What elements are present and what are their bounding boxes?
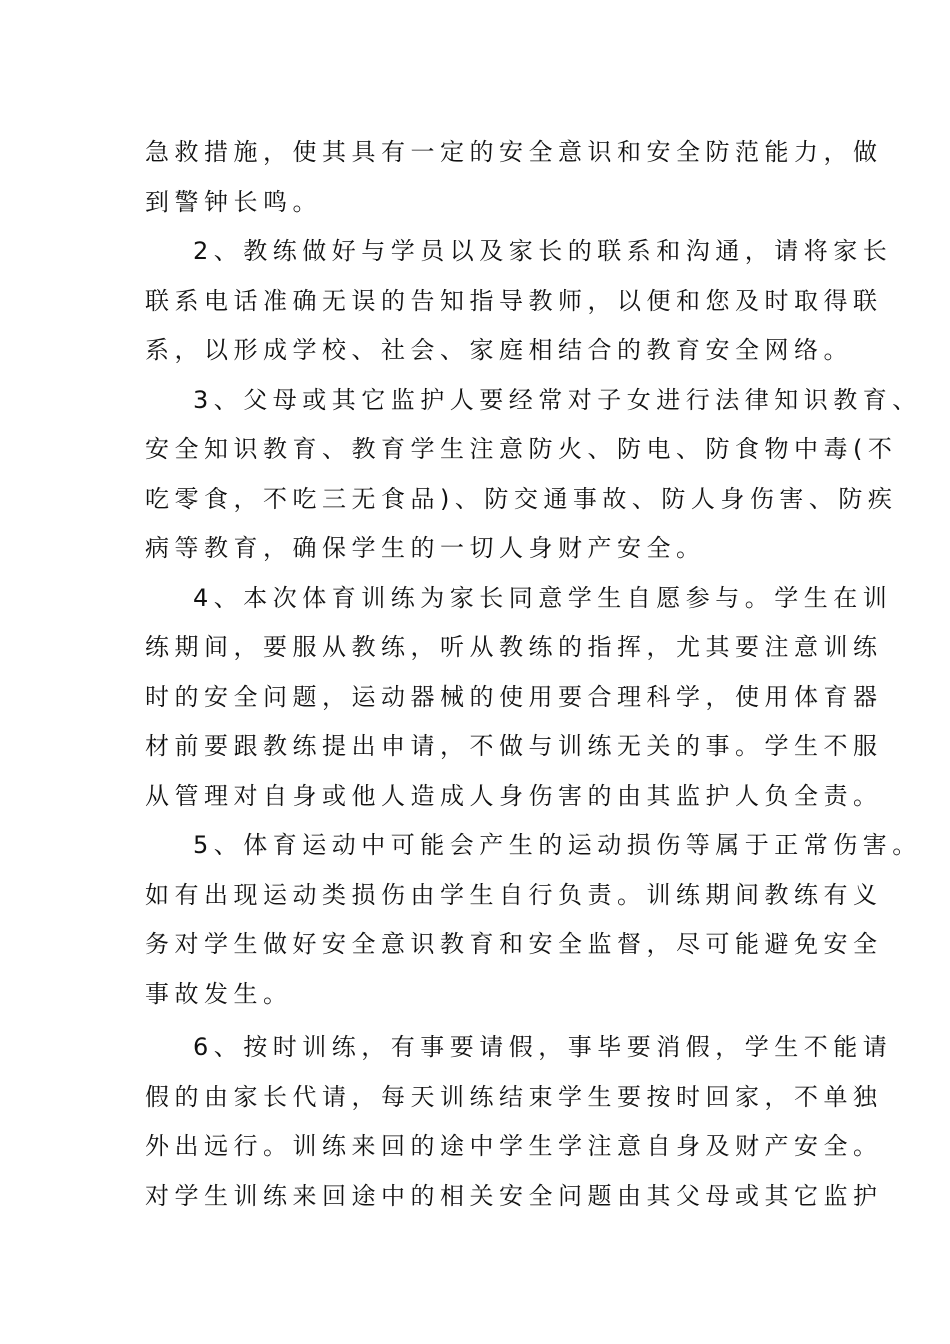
text-line: 事故发生。 [145,980,293,1008]
text-line: 安全知识教育、教育学生注意防火、防电、防食物中毒(不 [145,435,898,463]
text-line: 急救措施，使其具有一定的安全意识和安全防范能力，做 [145,138,883,166]
text-line: 联系电话准确无误的告知指导教师，以便和您及时取得联 [145,287,883,315]
text-line: 系，以形成学校、社会、家庭相结合的教育安全网络。 [145,336,853,364]
text-line: 时的安全问题，运动器械的使用要合理科学，使用体育器 [145,683,883,711]
text-line: 如有出现运动类损伤由学生自行负责。训练期间教练有义 [145,881,883,909]
text-line: 务对学生做好安全意识教育和安全监督，尽可能避免安全 [145,930,883,958]
text-line: 外出远行。训练来回的途中学生学注意自身及财产安全。 [145,1132,883,1160]
text-line: 病等教育，确保学生的一切人身财产安全。 [145,534,706,562]
paragraph-start-line: 5、体育运动中可能会产生的运动损伤等属于正常伤害。 [193,831,922,859]
text-line: 假的由家长代请，每天训练结束学生要按时回家，不单独 [145,1083,883,1111]
paragraph-start-line: 4、本次体育训练为家长同意学生自愿参与。学生在训 [193,584,893,612]
text-line: 材前要跟教练提出申请，不做与训练无关的事。学生不服 [145,732,883,760]
paragraph-start-line: 6、按时训练，有事要请假，事毕要消假，学生不能请 [193,1033,893,1061]
paragraph-start-line: 2、教练做好与学员以及家长的联系和沟通，请将家长 [193,237,893,265]
text-line: 到警钟长鸣。 [145,188,322,216]
paragraph-start-line: 3、父母或其它监护人要经常对子女进行法律知识教育、 [193,386,922,414]
text-line: 练期间，要服从教练，听从教练的指挥，尤其要注意训练 [145,633,883,661]
text-line: 对学生训练来回途中的相关安全问题由其父母或其它监护 [145,1182,883,1210]
text-line: 从管理对自身或他人造成人身伤害的由其监护人负全责。 [145,782,883,810]
text-line: 吃零食，不吃三无食品)、防交通事故、防人身伤害、防疾 [145,485,898,513]
